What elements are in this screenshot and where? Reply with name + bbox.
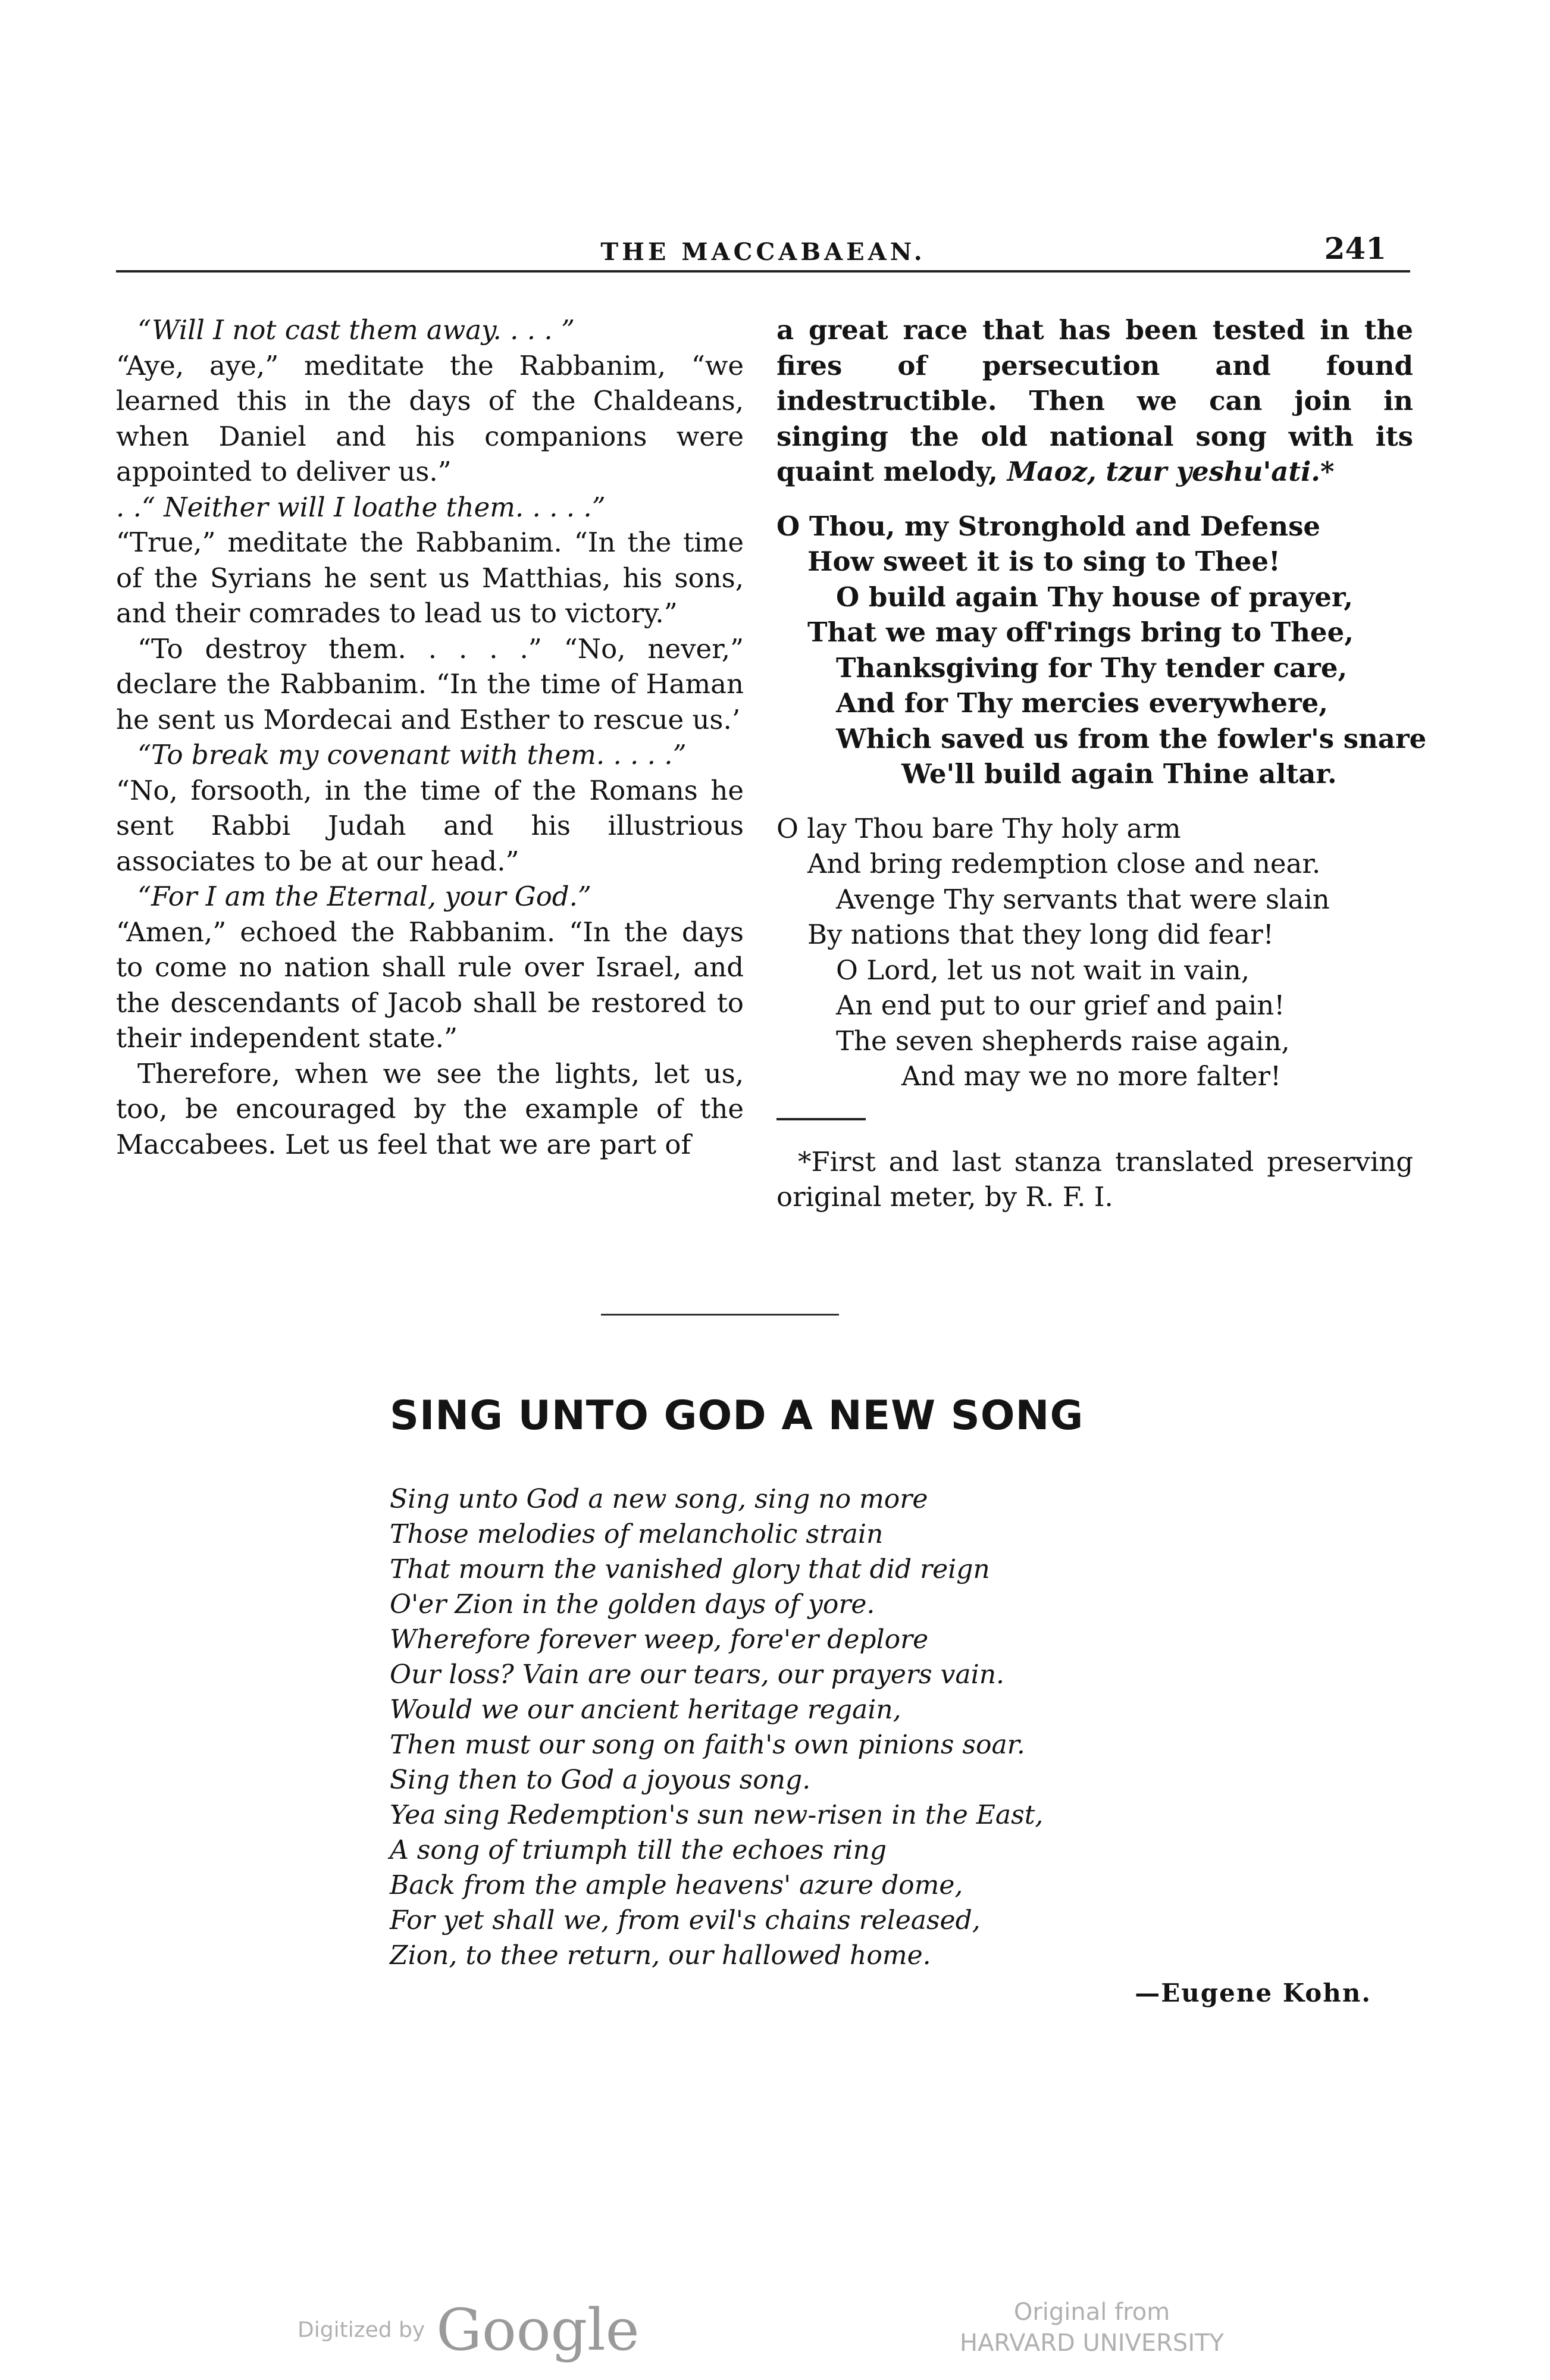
header-rule	[116, 270, 1410, 273]
poem-line: Sing unto God a new song, sing no more	[390, 1484, 928, 1514]
stanza-line: Which saved us from the fowler's snare	[836, 722, 1427, 754]
paragraph: “To destroy them. . . . .” “No, never,” declare the Rabbanim. “In the time of Haman he sent us Mordecai and Esther to rescue us.’	[116, 632, 744, 735]
poem-body	[390, 1482, 1401, 1973]
page-header	[116, 231, 1410, 268]
stanza-line: O build again Thy house of prayer,	[836, 581, 1353, 613]
stanza-line: By nations that they long did fear!	[807, 919, 1274, 950]
poem-line: Then must our song on faith's own pinions soar.	[390, 1730, 1025, 1760]
paragraph: “Amen,” echoed the Rabbanim. “In the days to come no nation shall rule over Israel, and the descendants of Jacob shall be restored to their independent state.”	[116, 916, 744, 1054]
stanza-line: An end put to our grief and pain!	[836, 989, 1285, 1021]
stanza-line: Avenge Thy servants that were slain	[836, 883, 1330, 915]
poem-line: Back from the ample heavens' azure dome,	[390, 1870, 963, 1900]
paragraph: “No, forsooth, in the time of the Romans he sent Rabbi Judah and his illustrious associates to be at our head.”	[116, 774, 744, 877]
poem-line: Zion, to thee return, our hallowed home.	[390, 1940, 931, 1971]
poem-line: Sing then to God a joyous song.	[390, 1765, 811, 1795]
scripture-quote: “Will I not cast them away. . . . ”	[137, 314, 575, 346]
poem-line: That mourn the vanished glory that did reign	[390, 1554, 990, 1584]
source-line-1: Original from	[1013, 2298, 1170, 2326]
section-divider	[601, 1314, 839, 1316]
scripture-quote: “To break my covenant with them. . . . .”	[137, 739, 687, 771]
stanza-line: O lay Thou bare Thy holy arm	[776, 812, 1181, 844]
stanza-2	[776, 811, 1413, 1094]
stanza-1	[776, 509, 1427, 792]
song-name: Maoz, tzur yeshu'ati.*	[1007, 456, 1335, 487]
footnote-rule	[776, 1118, 866, 1120]
running-title: THE MACCABAEAN.	[600, 238, 926, 266]
stanza-line: O Thou, my Stronghold and Defense	[776, 510, 1321, 542]
google-logo: Google	[436, 2297, 640, 2363]
digitized-credit	[298, 2297, 640, 2363]
poem-line: Yea sing Redemption's sun new-risen in the East,	[390, 1800, 1044, 1830]
stanza-line: And may we no more falter!	[901, 1060, 1282, 1092]
page-number: 241	[1324, 231, 1386, 266]
poem-line: Our loss? Vain are our tears, our prayers vain.	[390, 1659, 1005, 1690]
stanza-line: We'll build again Thine altar.	[901, 758, 1337, 790]
right-column	[776, 312, 1427, 1215]
footnote: *First and last stanza translated preserving original meter, by R. F. I.	[776, 1145, 1413, 1213]
poem-author: —Eugene Kohn.	[1135, 1978, 1371, 2008]
paragraph: “Aye, aye,” meditate the Rabbanim, “we learned this in the days of the Chaldeans, when Daniel and his companions were appointed to deliver us.”	[116, 349, 744, 487]
poem-line: Would we our ancient heritage regain,	[390, 1695, 901, 1725]
stanza-line: And bring redemption close and near.	[807, 848, 1321, 879]
poem-line: Those melodies of melancholic strain	[390, 1519, 884, 1549]
paragraph: Therefore, when we see the lights, let us, too, be encouraged by the example of the Maccabees. Let us feel that we are part of	[116, 1057, 744, 1160]
stanza-line: And for Thy mercies everywhere,	[836, 687, 1328, 719]
intro-text: a great race that has been tested in the fires of persecution and found indestructible. Then we can join in singing the old national song with its quaint melody,	[776, 314, 1413, 487]
digitized-label: Digitized by	[298, 2318, 425, 2343]
intro-paragraph	[776, 312, 1413, 490]
left-column	[116, 312, 744, 1162]
stanza-line: That we may off'rings bring to Thee,	[807, 616, 1354, 648]
source-line-2: HARVARD UNIVERSITY	[959, 2329, 1224, 2357]
poem-title: SING UNTO GOD A NEW SONG	[390, 1392, 1084, 1439]
poem-line: A song of triumph till the echoes ring	[390, 1835, 887, 1865]
stanza-line: Thanksgiving for Thy tender care,	[836, 652, 1348, 684]
scripture-quote: . .“ Neither will I loathe them. . . . .”	[116, 491, 606, 523]
poem-line: Wherefore forever weep, fore'er deplore	[390, 1624, 929, 1655]
scripture-quote: “For I am the Eternal, your God.”	[137, 881, 591, 912]
stanza-line: O Lord, let us not wait in vain,	[836, 954, 1250, 986]
stanza-line: The seven shepherds raise again,	[836, 1025, 1290, 1057]
poem-line: O'er Zion in the golden days of yore.	[390, 1589, 875, 1620]
source-credit	[943, 2297, 1241, 2359]
poem-line: For yet shall we, from evil's chains released,	[390, 1905, 981, 1936]
stanza-line: How sweet it is to sing to Thee!	[807, 546, 1280, 577]
paragraph: “True,” meditate the Rabbanim. “In the time of the Syrians he sent us Matthias, his sons, and their comrades to lead us to victory.”	[116, 527, 744, 629]
